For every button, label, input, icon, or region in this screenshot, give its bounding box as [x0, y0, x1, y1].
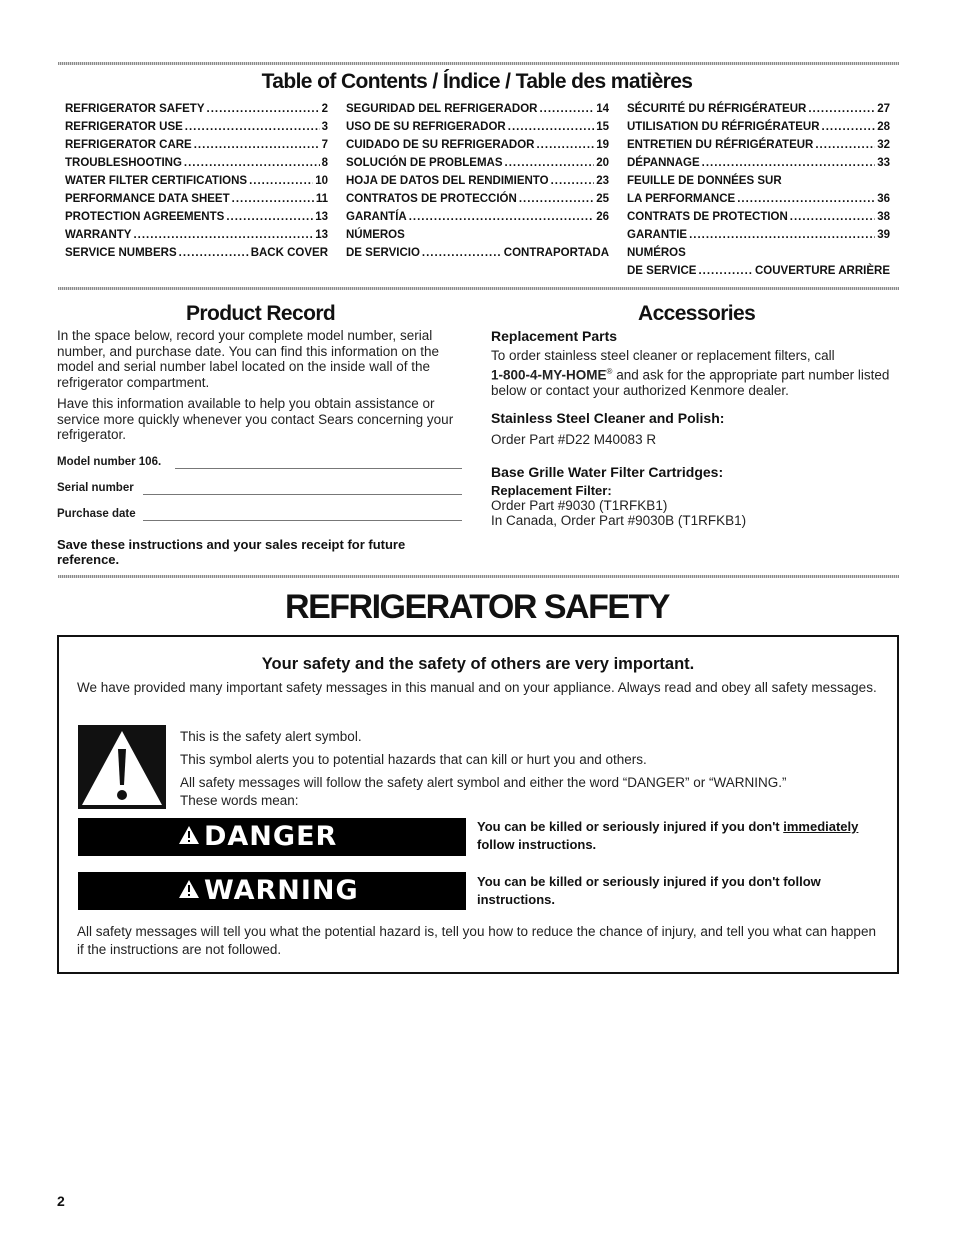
phone-number: 1-800-4-MY-HOME [491, 367, 607, 382]
toc-spanish-column [346, 100, 609, 262]
toc-entry[interactable]: CONTRATS DE PROTECTION ..... 38 [627, 208, 890, 226]
toc-page-number: 23 [596, 175, 609, 187]
toc-page-number: 15 [596, 121, 609, 133]
toc-entry-label-line: FEUILLE DE DONNÉES SUR [627, 175, 782, 187]
product-record-heading: Product Record [186, 302, 336, 325]
toc-page-number: 14 [596, 103, 609, 115]
section-divider [58, 287, 899, 290]
toc-entry[interactable]: WATER FILTER CERTIFICATIONS ..... 10 [65, 172, 328, 190]
replacement-parts-text: To order stainless steel cleaner or replacement filters, call 1-800-4-MY-HOME® and ask for the appropriate part number listed below or contact your authorized Kenmore dealer. [491, 348, 890, 398]
serial-number-line [143, 494, 462, 495]
toc-page-number: 32 [877, 139, 890, 151]
danger-signal-bar [78, 818, 466, 856]
purchase-date-field[interactable] [57, 501, 462, 527]
safety-intro: We have provided many important safety messages in this manual and on your appliance. Always read and obey all safety messages. [77, 680, 877, 695]
toc-entry-label-line: NUMÉROS [627, 247, 686, 259]
toc-title: Table of Contents / Índice / Table des matières [261, 70, 693, 93]
toc-entry[interactable]: REFRIGERATOR USE ..... 3 [65, 118, 328, 136]
purchase-date-line [143, 520, 462, 521]
purchase-date-label: Purchase date [57, 507, 136, 520]
toc-page-number: COUVERTURE ARRIÈRE [754, 265, 890, 277]
toc-entry[interactable]: WARRANTY ..... 13 [65, 226, 328, 244]
toc-entry[interactable]: CONTRATOS DE PROTECCIÓN ..... 25 [346, 190, 609, 208]
toc-entry[interactable]: SÉCURITÉ DU RÉFRIGÉRATEUR ..... 27 [627, 100, 890, 118]
toc-page-number: 3 [321, 121, 328, 133]
accessories-heading: Accessories [638, 302, 756, 325]
toc-page-number: 25 [596, 193, 609, 205]
safety-box [57, 635, 899, 974]
replacement-parts-heading: Replacement Parts [491, 328, 618, 344]
warning-signal-bar [78, 872, 466, 910]
toc-entry-label-line: NÚMEROS [346, 229, 405, 241]
toc-page-number: 39 [877, 229, 890, 241]
toc-english-column [65, 100, 328, 262]
toc-entry[interactable]: DÉPANNAGE ..... 33 [627, 154, 890, 172]
safety-symbol-explanation: This is the safety alert symbol. This symbol alerts you to potential hazards that can kill or hurt you and others. All safety messages will follow the safety alert symbol and either the word “DANGER” or “WARNING.” These words mean: [180, 729, 787, 808]
toc-page-number: CONTRAPORTADA [503, 247, 609, 259]
toc-page-number: 20 [596, 157, 609, 169]
toc-entry[interactable]: CUIDADO DE SU REFRIGERADOR ..... 19 [346, 136, 609, 154]
toc-entry[interactable]: SOLUCIÓN DE PROBLEMAS ..... 20 [346, 154, 609, 172]
cleaner-heading: Stainless Steel Cleaner and Polish: [491, 410, 725, 426]
accessories-section [491, 328, 891, 529]
serial-number-label: Serial number [57, 481, 134, 494]
toc-entry[interactable]: DE SERVICIO ..... CONTRAPORTADA [346, 244, 609, 262]
toc-page-number: BACK COVER [250, 247, 328, 259]
filter-heading: Base Grille Water Filter Cartridges: [491, 463, 724, 480]
toc-page-number: 36 [877, 193, 890, 205]
toc-page-number: 27 [877, 103, 890, 115]
toc-entry[interactable]: GARANTÍA ..... 26 [346, 208, 609, 226]
toc-page-number: 2 [321, 103, 328, 115]
filter-part-us: Order Part #9030 (T1RFKB1) [491, 497, 668, 513]
replacement-filter-subheading: Replacement Filter: [491, 482, 612, 498]
product-record-intro: In the space below, record your complete model number, serial number, and purchase date. You can find this information on the model and serial number label located on the inside wall of the refrigerator compartment. [57, 328, 440, 390]
toc-entry[interactable]: PROTECTION AGREEMENTS ..... 13 [65, 208, 328, 226]
toc-entry[interactable]: HOJA DE DATOS DEL RENDIMIENTO ..... 23 [346, 172, 609, 190]
save-instructions-note: Save these instructions and your sales receipt for future reference. [57, 536, 406, 567]
toc-entry[interactable]: SERVICE NUMBERS ..... BACK COVER [65, 244, 328, 262]
toc-page-number: 13 [315, 229, 328, 241]
refrigerator-safety-title: REFRIGERATOR SAFETY [285, 588, 669, 626]
top-divider [58, 62, 899, 65]
filter-part-canada: In Canada, Order Part #9030B (T1RFKB1) [491, 513, 747, 528]
page-number: 2 [57, 1193, 65, 1209]
toc-entry[interactable]: ENTRETIEN DU RÉFRIGÉRATEUR ..... 32 [627, 136, 890, 154]
warning-label: WARNING [204, 875, 359, 906]
toc-page-number: 38 [877, 211, 890, 223]
toc-page-number: 8 [321, 157, 328, 169]
safety-divider [58, 575, 899, 578]
danger-description: You can be killed or seriously injured if you don't immediately follow instructions. [477, 819, 859, 852]
safety-box-heading: Your safety and the safety of others are very important. [261, 655, 695, 673]
toc-page-number: 13 [315, 211, 328, 223]
toc-page-number: 33 [877, 157, 890, 169]
model-number-line [175, 468, 462, 469]
danger-label: DANGER [204, 821, 338, 852]
toc-entry[interactable]: USO DE SU REFRIGERADOR ..... 15 [346, 118, 609, 136]
toc-page-number: 10 [315, 175, 328, 187]
product-record-help: Have this information available to help you obtain assistance or service more quickly whenever you contact Sears concerning your refrigerator. [57, 396, 454, 442]
model-number-label: Model number 106. [57, 455, 162, 468]
toc-page-number: 19 [596, 139, 609, 151]
toc-entry[interactable]: UTILISATION DU RÉFRIGÉRATEUR ..... 28 [627, 118, 890, 136]
toc-page-number: 11 [315, 193, 328, 205]
toc-entry[interactable]: TROUBLESHOOTING ..... 8 [65, 154, 328, 172]
cleaner-part: Order Part #D22 M40083 R [491, 432, 657, 447]
toc-entry[interactable]: LA PERFORMANCE ..... 36 [627, 190, 890, 208]
toc-page-number: 7 [321, 139, 328, 151]
warning-alert-icon [178, 872, 200, 910]
toc-entry[interactable]: DE SERVICE ..... COUVERTURE ARRIÈRE [627, 262, 890, 280]
toc-page-number: 28 [877, 121, 890, 133]
toc-entry[interactable]: REFRIGERATOR CARE ..... 7 [65, 136, 328, 154]
safety-alert-symbol-icon [78, 725, 166, 809]
toc-entry[interactable]: GARANTIE ..... 39 [627, 226, 890, 244]
warning-description: You can be killed or seriously injured if you don't follow instructions. [477, 874, 821, 907]
toc-page-number: 26 [596, 211, 609, 223]
model-number-field[interactable] [57, 449, 462, 475]
toc-entry[interactable]: PERFORMANCE DATA SHEET ..... 11 [65, 190, 328, 208]
serial-number-field[interactable] [57, 475, 462, 501]
danger-alert-icon [178, 818, 200, 856]
product-record-section [57, 328, 462, 567]
toc-french-column [627, 100, 890, 280]
toc-entry[interactable]: REFRIGERATOR SAFETY ..... 2 [65, 100, 328, 118]
safety-footer-text: All safety messages will tell you what the potential hazard is, tell you how to reduce the chance of injury, and tell you what can happen if the instructions are not followed. [77, 924, 876, 957]
toc-entry[interactable]: SEGURIDAD DEL REFRIGERADOR ..... 14 [346, 100, 609, 118]
